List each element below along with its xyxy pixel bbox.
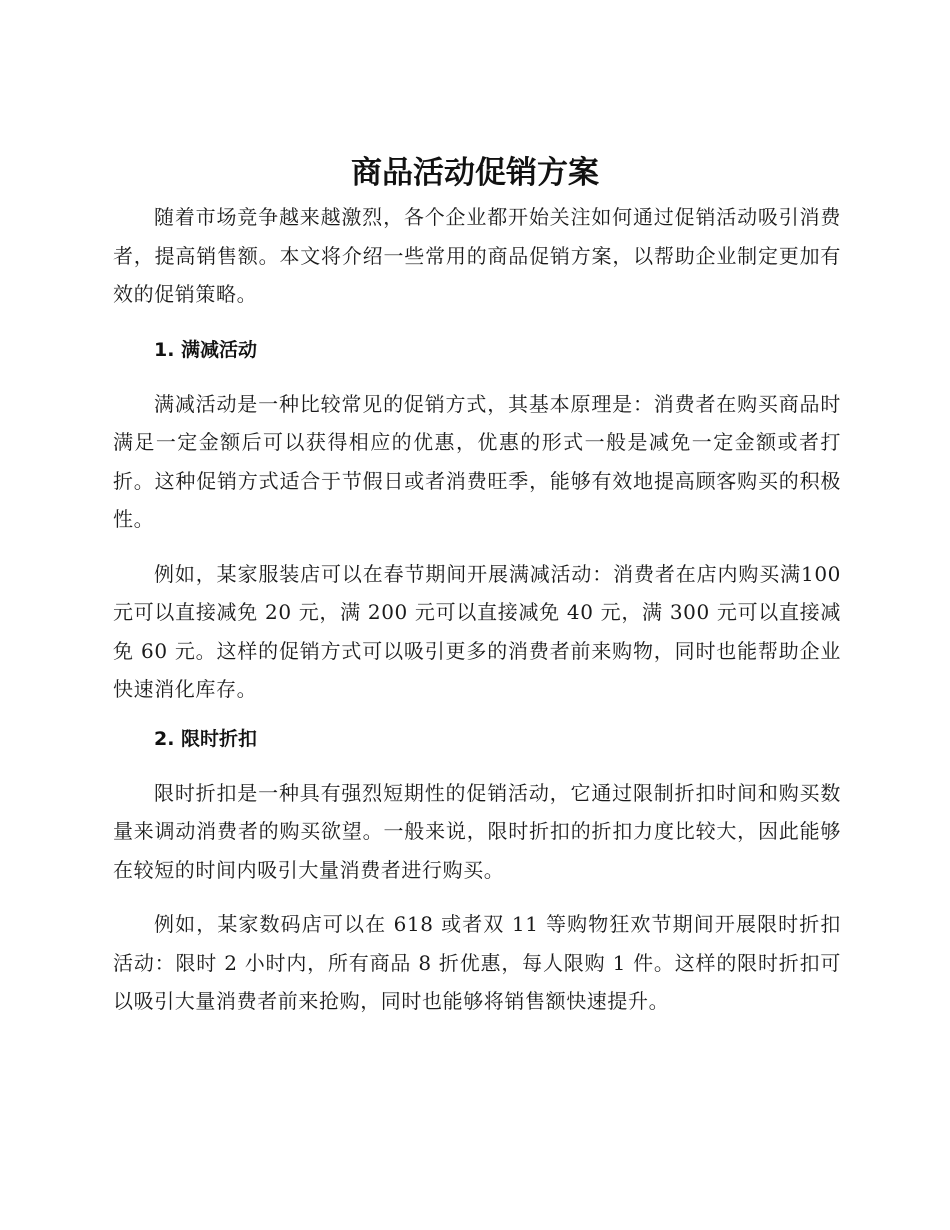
document-body <box>113 198 841 1021</box>
intro-paragraph: 随着市场竞争越来越激烈，各个企业都开始关注如何通过促销活动吸引消费者，提高销售额。本文将介绍一些常用的商品促销方案，以帮助企业制定更加有效的促销策略。 <box>113 205 841 306</box>
section-2-paragraph-2: 例如，某家数码店可以在 618 或者双 11 等购物狂欢节期间开展限时折扣活动：限时 2 小时内，所有商品 8 折优惠，每人限购 1 件。这样的限时折扣可以吸引大量消费者前来抢购，同时也能够将销售额快速提升。 <box>113 912 841 1013</box>
section-heading-limited-discount: 2. 限时折扣 <box>154 727 258 750</box>
document-title: 商品活动促销方案 <box>351 155 599 191</box>
section-heading-full-reduction: 1. 满减活动 <box>154 338 258 361</box>
section-1-paragraph-2: 例如，某家服装店可以在春节期间开展满减活动：消费者在店内购买满100 元可以直接减免 20 元，满 200 元可以直接减免 40 元，满 300 元可以直接减免 60 元。这样的促销方式可以吸引更多的消费者前来购物，同时也能帮助企业快速消化库存。 <box>113 561 841 701</box>
section-1-paragraph-1: 满减活动是一种比较常见的促销方式，其基本原理是：消费者在购买商品时满足一定金额后可以获得相应的优惠，优惠的形式一般是减免一定金额或者打折。这种促销方式适合于节假日或者消费旺季，能够有效地提高顾客购买的积极性。 <box>113 391 841 531</box>
section-2-paragraph-1: 限时折扣是一种具有强烈短期性的促销活动，它通过限制折扣时间和购买数量来调动消费者的购买欲望。一般来说，限时折扣的折扣力度比较大，因此能够在较短的时间内吸引大量消费者进行购买。 <box>113 780 841 882</box>
